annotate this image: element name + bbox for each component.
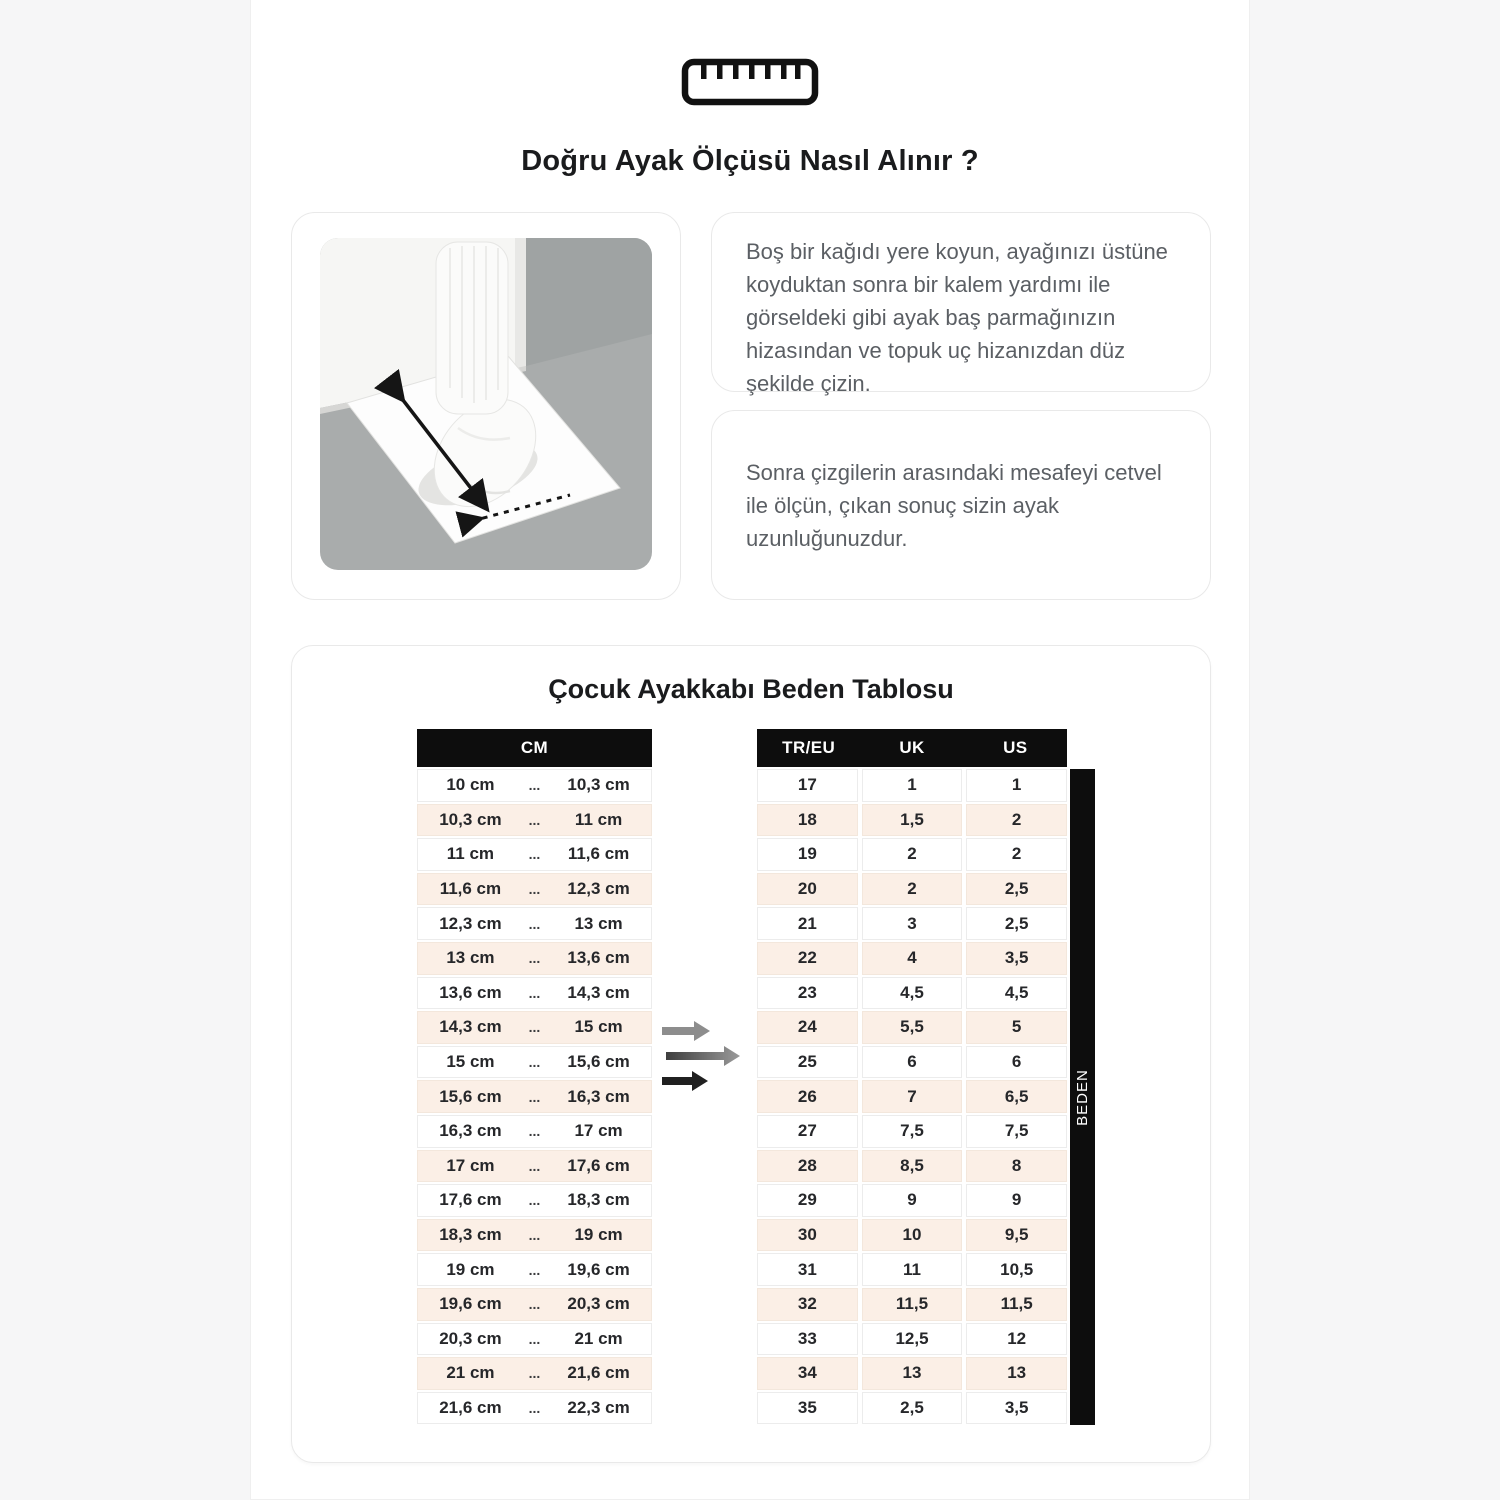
cm-range-to: 18,3 cm [567,1190,630,1210]
size-table-row [757,769,1067,802]
cm-table-row [417,942,652,975]
cm-range-from: 21 cm [446,1363,495,1383]
cm-table-row [417,804,652,837]
uk-value: 7,5 [862,1115,963,1148]
size-table-row [757,1288,1067,1321]
instruction-card-1 [711,212,1211,396]
uk-value: 11 [862,1253,963,1286]
range-separator: ... [528,1365,541,1382]
cm-range-to: 19 cm [574,1225,623,1245]
uk-value: 9 [862,1184,963,1217]
us-value: 3,5 [966,1392,1067,1425]
range-separator: ... [528,1192,541,1209]
measurement-photo-card [291,212,681,600]
range-separator: ... [528,915,541,932]
uk-value: 6 [862,1046,963,1079]
uk-value: 1 [862,769,963,802]
us-value: 8 [966,1150,1067,1183]
size-table-row [757,804,1067,837]
cm-table-row [417,1046,652,1079]
header-us: US [1003,738,1028,757]
range-separator: ... [528,950,541,967]
uk-value: 13 [862,1357,963,1390]
range-separator: ... [528,1399,541,1416]
us-value: 3,5 [966,942,1067,975]
range-separator: ... [528,1261,541,1278]
size-table-card [291,645,1211,1463]
cm-table-row [417,1115,652,1148]
cm-table-row [417,1392,652,1425]
cm-range-from: 11 cm [446,844,495,864]
tr-eu-value: 35 [757,1392,858,1425]
cm-range-from: 18,3 cm [439,1225,502,1245]
range-separator: ... [528,811,541,828]
tr-eu-value: 28 [757,1150,858,1183]
us-value: 2 [966,804,1067,837]
range-separator: ... [528,1088,541,1105]
size-table-row [757,1253,1067,1286]
cm-range-from: 15 cm [446,1052,495,1072]
cm-table-row [417,838,652,871]
beden-label: BEDEN [1074,1068,1091,1126]
tr-eu-value: 29 [757,1184,858,1217]
tr-eu-value: 26 [757,1080,858,1113]
tr-eu-value: 24 [757,1011,858,1044]
cm-table-row [417,769,652,802]
cm-table-row [417,1011,652,1044]
instruction-card-2 [711,410,1211,600]
range-separator: ... [528,1330,541,1347]
us-value: 9 [966,1184,1067,1217]
uk-value: 10 [862,1219,963,1252]
range-separator: ... [528,1019,541,1036]
us-value: 5 [966,1011,1067,1044]
range-separator: ... [528,846,541,863]
cm-range-to: 19,6 cm [567,1259,630,1279]
cm-table-row [417,1288,652,1321]
cm-table-row [417,1323,652,1356]
cm-range-to: 15 cm [574,1017,623,1037]
size-table-row [757,977,1067,1010]
us-value: 12 [966,1323,1067,1356]
cm-range-from: 17,6 cm [439,1190,502,1210]
cm-range-to: 12,3 cm [567,879,630,899]
cm-table-row [417,1219,652,1252]
us-value: 2,5 [966,907,1067,940]
size-table-header [757,729,1067,767]
size-table-row [757,1080,1067,1113]
cm-range-from: 10 cm [446,775,495,795]
cm-range-to: 21,6 cm [567,1363,630,1383]
uk-value: 11,5 [862,1288,963,1321]
cm-range-to: 15,6 cm [567,1052,630,1072]
instruction-step-1: Boş bir kağıdı yere koyun, ayağınızı üstüne koyduktan sonra bir kalem yardımı ile görseldeki gibi ayak baş parmağınızın hizasından ve topuk uç hizanızdan düz şekilde çizin. [746,239,1168,396]
cm-range-to: 13,6 cm [567,948,630,968]
size-table-row [757,1357,1067,1390]
uk-value: 12,5 [862,1323,963,1356]
cm-range-from: 13,6 cm [439,982,502,1002]
size-table-row [757,1392,1067,1425]
cm-range-from: 13 cm [446,948,495,968]
us-value: 2 [966,838,1067,871]
ruler-icon [681,58,819,111]
cm-table-row [417,977,652,1010]
uk-value: 1,5 [862,804,963,837]
transfer-arrows-icon [658,1018,753,1098]
tr-eu-value: 31 [757,1253,858,1286]
size-table-row [757,1046,1067,1079]
cm-range-from: 19 cm [446,1259,495,1279]
size-table-row [757,942,1067,975]
shoe-size-table [757,729,1067,1424]
size-table-row [757,1219,1067,1252]
uk-value: 2 [862,838,963,871]
cm-range-from: 21,6 cm [439,1397,502,1417]
tr-eu-value: 34 [757,1357,858,1390]
us-value: 7,5 [966,1115,1067,1148]
tr-eu-value: 27 [757,1115,858,1148]
us-value: 1 [966,769,1067,802]
range-separator: ... [528,881,541,898]
tr-eu-value: 22 [757,942,858,975]
cm-range-from: 17 cm [446,1155,495,1175]
uk-value: 4 [862,942,963,975]
cm-table-row [417,1357,652,1390]
uk-value: 7 [862,1080,963,1113]
cm-table-header: CM [417,729,652,767]
cm-range-to: 11 cm [574,809,623,829]
us-value: 4,5 [966,977,1067,1010]
cm-table-row [417,1080,652,1113]
cm-range-to: 11,6 cm [567,844,630,864]
cm-table-row [417,873,652,906]
tr-eu-value: 23 [757,977,858,1010]
size-table-row [757,1184,1067,1217]
header-tr-eu: TR/EU [782,738,836,757]
size-table-row [757,1150,1067,1183]
cm-range-from: 19,6 cm [439,1294,502,1314]
cm-range-to: 17,6 cm [567,1155,630,1175]
cm-range-from: 16,3 cm [439,1121,502,1141]
uk-value: 8,5 [862,1150,963,1183]
beden-side-bar [1070,769,1095,1425]
tr-eu-value: 17 [757,769,858,802]
cm-range-from: 14,3 cm [439,1017,502,1037]
cm-range-from: 15,6 cm [439,1086,502,1106]
cm-range-to: 20,3 cm [567,1294,630,1314]
us-value: 2,5 [966,873,1067,906]
uk-value: 2,5 [862,1392,963,1425]
cm-table-row [417,1184,652,1217]
cm-range-to: 14,3 cm [567,982,630,1002]
cm-range-from: 12,3 cm [439,913,502,933]
instruction-step-2: Sonra çizgilerin arasındaki mesafeyi cetvel ile ölçün, çıkan sonuç sizin ayak uzunluğunuzdur. [746,459,1162,551]
size-table-row [757,1323,1067,1356]
range-separator: ... [528,1054,541,1071]
size-table-row [757,907,1067,940]
size-guide-panel [250,0,1250,1500]
us-value: 9,5 [966,1219,1067,1252]
header-uk: UK [899,738,925,757]
cm-range-from: 10,3 cm [439,809,502,829]
tr-eu-value: 25 [757,1046,858,1079]
header-section [251,0,1249,178]
uk-value: 3 [862,907,963,940]
us-value: 6 [966,1046,1067,1079]
tr-eu-value: 21 [757,907,858,940]
cm-table-row [417,907,652,940]
cm-range-to: 13 cm [574,913,623,933]
cm-range-from: 20,3 cm [439,1328,502,1348]
range-separator: ... [528,1227,541,1244]
size-table-row [757,1115,1067,1148]
size-table-title: Çocuk Ayakkabı Beden Tablosu [548,674,954,704]
cm-range-to: 21 cm [574,1328,623,1348]
tr-eu-value: 19 [757,838,858,871]
uk-value: 4,5 [862,977,963,1010]
size-table-row [757,873,1067,906]
size-table-row [757,838,1067,871]
cm-range-to: 22,3 cm [567,1397,630,1417]
size-table-row [757,1011,1067,1044]
foot-measurement-photo [320,238,652,575]
range-separator: ... [528,984,541,1001]
tr-eu-value: 33 [757,1323,858,1356]
range-separator: ... [528,1296,541,1313]
us-value: 6,5 [966,1080,1067,1113]
range-separator: ... [528,1157,541,1174]
cm-table [417,729,652,1424]
tr-eu-value: 30 [757,1219,858,1252]
cm-range-to: 10,3 cm [567,775,630,795]
cm-range-to: 17 cm [574,1121,623,1141]
us-value: 10,5 [966,1253,1067,1286]
cm-table-row [417,1253,652,1286]
page-title: Doğru Ayak Ölçüsü Nasıl Alınır ? [521,145,979,177]
us-value: 13 [966,1357,1067,1390]
range-separator: ... [528,777,541,794]
cm-range-to: 16,3 cm [567,1086,630,1106]
tr-eu-value: 32 [757,1288,858,1321]
uk-value: 2 [862,873,963,906]
cm-range-from: 11,6 cm [439,879,502,899]
uk-value: 5,5 [862,1011,963,1044]
tr-eu-value: 20 [757,873,858,906]
tr-eu-value: 18 [757,804,858,837]
range-separator: ... [528,1123,541,1140]
us-value: 11,5 [966,1288,1067,1321]
cm-table-row [417,1150,652,1183]
